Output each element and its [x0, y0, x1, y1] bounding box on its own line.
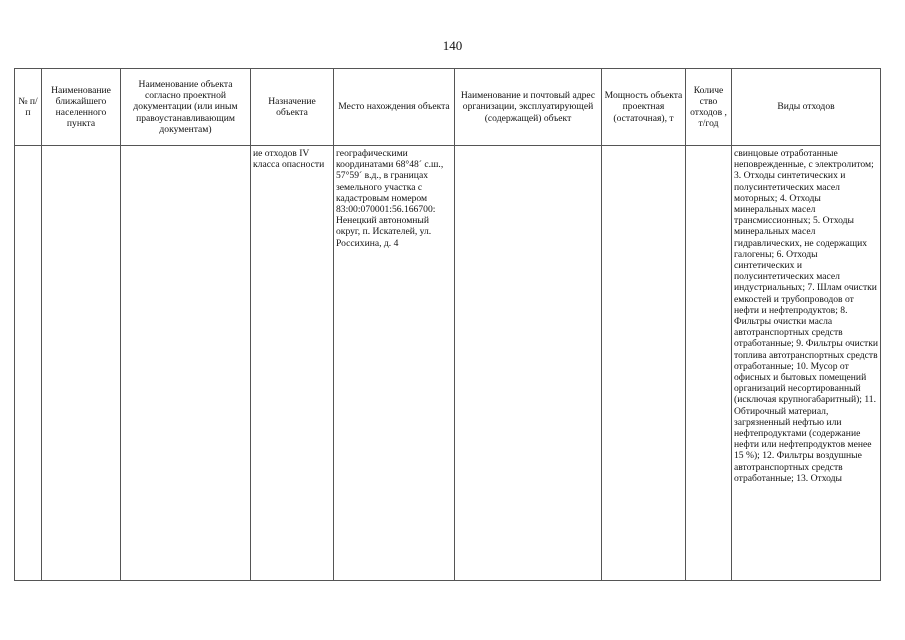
header-settlement: Наименование ближайшего населенного пункта	[42, 69, 121, 146]
cell-waste-types: свинцовые отработанные неповрежденные, с электролитом; 3. Отходы синтетических и полусинтетических масел моторных; 4. Отходы минеральных масел трансмиссионных; 5. Отходы минеральных масел гидравлических, не содержащих галогены; 6. Отходы синтетических и полусинтетических масел индустриальных; 7. Шлам очистки емкостей и трубопроводов от нефти и нефтепродуктов; 8. Фильтры очистки масла автотранспортных средств отработанные; 9. Фильтры очистки топлива автотранспортных средств отработанные; 10. Мусор от офисных и бытовых помещений организаций несортированный (исключая крупногабаритный); 11. Обтирочный материал, загрязненный нефтью или нефтепродуктами (содержание нефти или нефтепродуктов менее 15 %); 12. Фильтры воздушные автотранспортных средств отработанные; 13. Отходы	[732, 146, 881, 581]
header-waste-types: Виды отходов	[732, 69, 881, 146]
cell-capacity	[602, 146, 686, 581]
cell-number	[15, 146, 42, 581]
cell-object-name	[121, 146, 251, 581]
cell-waste-amount	[686, 146, 732, 581]
header-operator: Наименование и почтовый адрес организации, эксплуатирующей (содержащей) объект	[455, 69, 602, 146]
cell-settlement	[42, 146, 121, 581]
cell-purpose: ие отходов IV класса опасности	[251, 146, 334, 581]
table-row	[15, 146, 881, 581]
cell-operator	[455, 146, 602, 581]
header-object-name: Наименование объекта согласно проектной документации (или иным правоустанавливающим документам)	[121, 69, 251, 146]
cell-location: географическими координатами 68°48´ с.ш., 57°59´ в.д., в границах земельного участка с кадастровым номером 83:00:070001:56.166700: Ненецкий автономный округ, п. Искателей, ул. Россихина, д. 4	[334, 146, 455, 581]
page-number: 140	[442, 38, 463, 53]
table-header-row	[15, 69, 881, 146]
header-waste-amount: Количе ство отходов , т/год	[686, 69, 732, 146]
header-location: Место нахождения объекта	[334, 69, 455, 146]
header-number: № п/п	[15, 69, 42, 146]
waste-facilities-table	[14, 68, 881, 581]
header-capacity: Мощность объекта проектная (остаточная), т	[602, 69, 686, 146]
header-purpose: Назначение объекта	[251, 69, 334, 146]
